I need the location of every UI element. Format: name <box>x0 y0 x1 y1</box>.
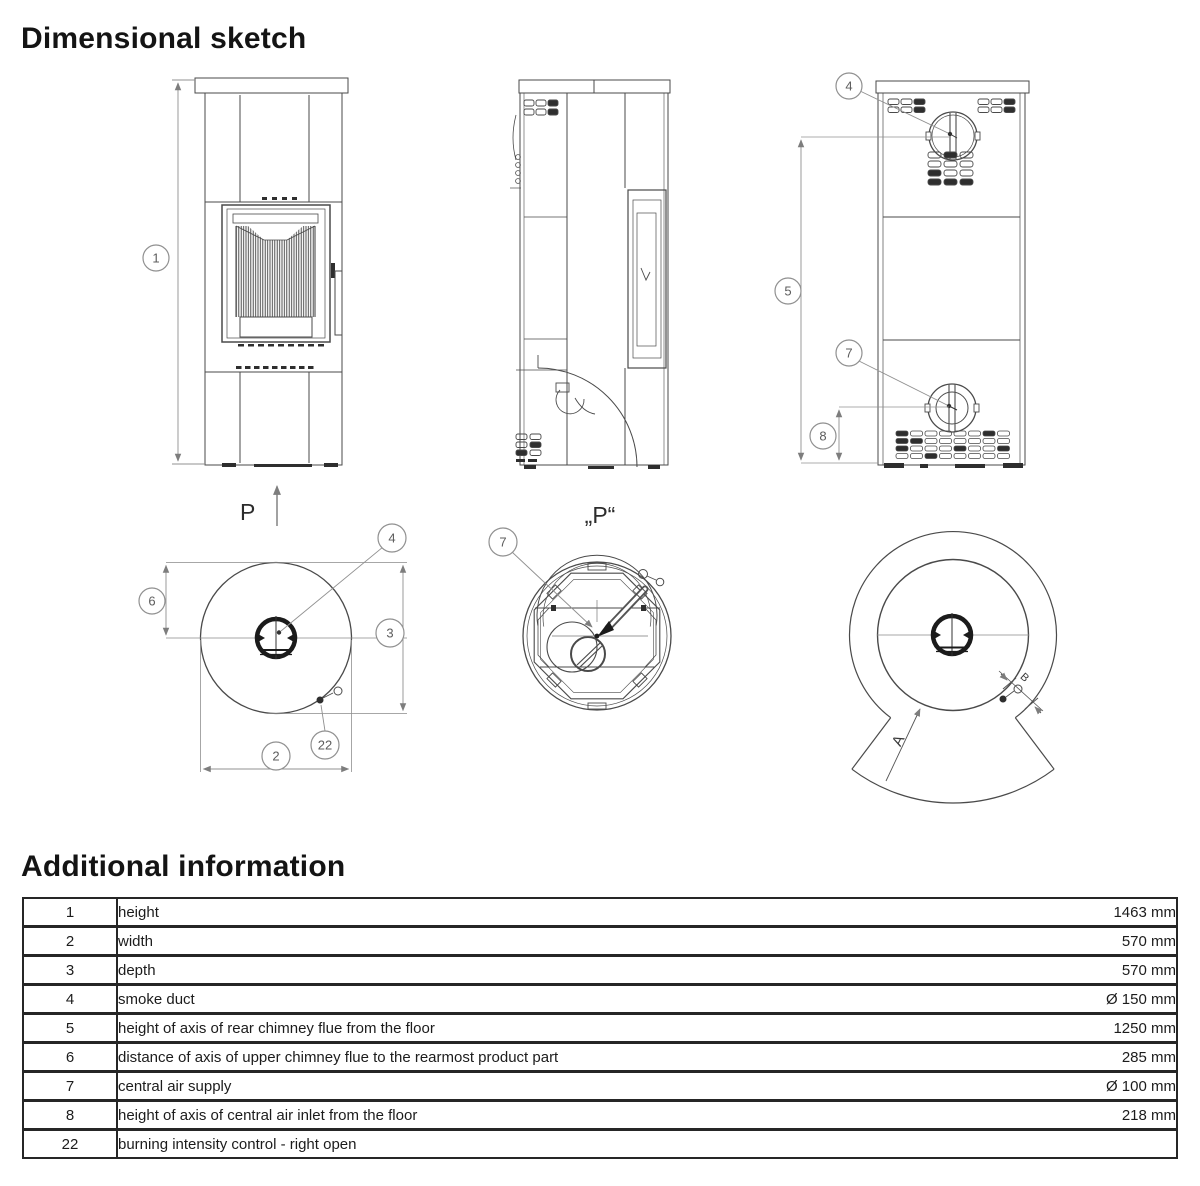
door-handle <box>335 271 342 335</box>
table-row <box>23 1043 1177 1072</box>
row-number-cell: 5 <box>23 1014 117 1043</box>
section-p-label: „P“ <box>584 502 616 528</box>
description-cell: height of axis of rear chimney flue from the floor <box>117 1014 1044 1043</box>
dim-height <box>172 80 205 464</box>
description-cell: central air supply <box>117 1072 1044 1101</box>
table-row <box>23 985 1177 1014</box>
value-cell: 1463 mm <box>1044 898 1177 927</box>
rotation-view <box>850 532 1057 803</box>
front-view <box>172 78 348 467</box>
table-row <box>23 1072 1177 1101</box>
row-number-cell: 6 <box>23 1043 117 1072</box>
door-mechanism <box>556 383 595 414</box>
rotation-label-a: A <box>888 732 909 750</box>
top-view <box>166 486 407 772</box>
side-feet <box>524 465 660 469</box>
description-cell: smoke duct <box>117 985 1044 1014</box>
svg-text:1: 1 <box>152 250 160 266</box>
rear-mid-vents <box>928 152 973 185</box>
view-p-label: P <box>240 499 256 525</box>
description-cell: distance of axis of upper chimney flue to the rearmost product part <box>117 1043 1044 1072</box>
balloon-7-rear <box>836 340 862 366</box>
rotation-knob <box>1000 685 1023 703</box>
value-cell: 285 mm <box>1044 1043 1177 1072</box>
description-cell: burning intensity control - right open <box>117 1130 1044 1159</box>
description-cell: height of axis of central air inlet from the floor <box>117 1101 1044 1130</box>
door-swing-arc <box>538 368 637 467</box>
row-number-cell: 3 <box>23 956 117 985</box>
balloon-2 <box>262 742 290 770</box>
dim-rear-flue-height <box>801 137 950 463</box>
svg-text:4: 4 <box>845 78 853 94</box>
additional-info-title: Additional information <box>21 850 346 883</box>
svg-text:2: 2 <box>272 748 280 764</box>
svg-text:7: 7 <box>499 534 507 550</box>
svg-text:22: 22 <box>317 737 333 753</box>
value-cell: 1250 mm <box>1044 1014 1177 1043</box>
table-row <box>23 1130 1177 1159</box>
rear-bottom-vents <box>896 431 1010 459</box>
balloon-5 <box>775 278 801 304</box>
rotation-flue-ring <box>933 613 971 656</box>
door-hinge <box>331 263 335 278</box>
svg-text:3: 3 <box>386 625 394 641</box>
additional-info-table <box>22 897 1178 1159</box>
page-title: Dimensional sketch <box>21 22 307 55</box>
row-number-cell: 1 <box>23 898 117 927</box>
table-row <box>23 956 1177 985</box>
air-intake-dashes <box>236 366 314 369</box>
balloon-1 <box>143 245 169 271</box>
rear-view <box>801 78 1029 468</box>
door-bottom-dashes <box>238 344 324 347</box>
value-cell <box>1044 1130 1177 1159</box>
value-cell: Ø 150 mm <box>1044 985 1177 1014</box>
balloon-22 <box>311 731 339 759</box>
row-number-cell: 8 <box>23 1101 117 1130</box>
top-flue-ring <box>257 616 295 659</box>
svg-text:6: 6 <box>148 593 156 609</box>
table-row <box>23 927 1177 956</box>
svg-text:7: 7 <box>845 345 853 361</box>
value-cell: 570 mm <box>1044 956 1177 985</box>
bottom-section-view <box>512 552 671 710</box>
row-number-cell: 4 <box>23 985 117 1014</box>
front-top-dashes <box>262 197 297 200</box>
rotation-label-b: B <box>1017 670 1032 685</box>
description-cell: depth <box>117 956 1044 985</box>
table-row <box>23 1101 1177 1130</box>
row-number-cell: 7 <box>23 1072 117 1101</box>
dim-air-inlet-height <box>839 407 949 460</box>
table-row <box>23 1014 1177 1043</box>
balloon-4-top <box>378 524 406 552</box>
value-cell: 218 mm <box>1044 1101 1177 1130</box>
description-cell: height <box>117 898 1044 927</box>
rear-top-vents <box>888 99 1015 113</box>
balloon-8 <box>810 423 836 449</box>
side-view <box>510 80 670 469</box>
balloon-7-bottom <box>489 528 517 556</box>
description-cell: width <box>117 927 1044 956</box>
svg-text:5: 5 <box>784 283 792 299</box>
value-cell: Ø 100 mm <box>1044 1072 1177 1101</box>
balloon-3 <box>376 619 404 647</box>
rotation-range-arc <box>852 769 1054 803</box>
value-cell: 570 mm <box>1044 927 1177 956</box>
svg-text:8: 8 <box>819 428 827 444</box>
intensity-control-knob <box>317 687 343 704</box>
control-lever <box>597 589 645 637</box>
table-row <box>23 898 1177 927</box>
row-number-cell: 22 <box>23 1130 117 1159</box>
balloon-6 <box>139 588 165 614</box>
side-top-vents <box>524 100 558 115</box>
svg-text:4: 4 <box>388 530 396 546</box>
row-number-cell: 2 <box>23 927 117 956</box>
balloon-4-rear <box>836 73 862 99</box>
